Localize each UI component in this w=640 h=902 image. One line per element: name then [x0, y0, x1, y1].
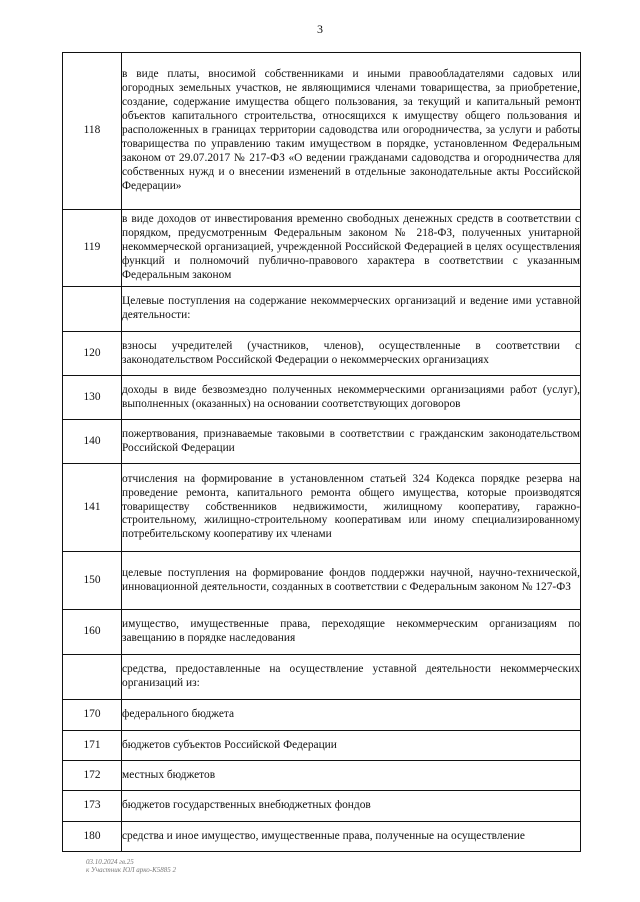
table-row — [63, 655, 581, 700]
table-row — [63, 376, 581, 420]
row-description: средства и иное имущество, имущественные права, полученные на осуществление — [122, 822, 581, 852]
table-row — [63, 464, 581, 552]
row-code — [63, 287, 122, 332]
row-description: взносы учредителей (участников, членов), осуществленные в соответствии с законодательством Российской Федерации о некоммерческих организациях — [122, 332, 581, 376]
table-row — [63, 53, 581, 210]
row-description: имущество, имущественные права, переходящие некоммерческим организациям по завещанию в порядке наследования — [122, 610, 581, 655]
footer-date-line: 03.10.2024 гв.25 — [86, 858, 134, 866]
table-row — [63, 610, 581, 655]
table-row — [63, 700, 581, 731]
row-description: местных бюджетов — [122, 761, 581, 791]
row-description: доходы в виде безвозмездно полученных некоммерческими организациями работ (услуг), выполненных (оказанных) на основании соответствующих договоров — [122, 376, 581, 420]
row-description: в виде платы, вносимой собственниками и иными правообладателями садовых или огородных земельных участков, не являющимися членами товарищества, за приобретение, создание, содержание имущества общего пользования, за текущий и капитальный ремонт объектов капитального строительства, относящихся к имуществу общего пользования и расположенных в границах территории садоводства или огородничества, за услуги и работы товарищества по управлению таким имуществом в порядке, установленном Федеральным законом от 29.07.2017 № 217-ФЗ «О ведении гражданами садоводства и огородничества для собственных нужд и о внесении изменений в отдельные законодательные акты Российской Федерации» — [122, 53, 581, 210]
table-row — [63, 210, 581, 287]
row-description: пожертвования, признаваемые таковыми в соответствии с гражданским законодательством Российской Федерации — [122, 420, 581, 464]
table-row — [63, 420, 581, 464]
row-description: бюджетов государственных внебюджетных фондов — [122, 791, 581, 822]
row-code: 150 — [63, 552, 122, 610]
row-code: 118 — [63, 53, 122, 210]
page-number: 3 — [317, 22, 323, 36]
table-row — [63, 791, 581, 822]
row-code: 120 — [63, 332, 122, 376]
row-description: целевые поступления на формирование фондов поддержки научной, научно-технической, инновационной деятельности, созданных в соответствии с Федеральным законом № 127-ФЗ — [122, 552, 581, 610]
table-row — [63, 287, 581, 332]
row-code: 160 — [63, 610, 122, 655]
row-code: 119 — [63, 210, 122, 287]
table-row — [63, 552, 581, 610]
row-code: 140 — [63, 420, 122, 464]
row-code: 171 — [63, 731, 122, 761]
row-description: отчисления на формирование в установленном статьей 324 Кодекса порядке резерва на проведение ремонта, капитального ремонта общего имущества, которые производятся товариществу собственников недвижимости, жилищному кооперативу, гаражно-строительному, жилищно-строительному кооперативам или иному специализированному потребительскому кооперативу их членами — [122, 464, 581, 552]
row-description: федерального бюджета — [122, 700, 581, 731]
row-code: 173 — [63, 791, 122, 822]
row-code: 170 — [63, 700, 122, 731]
table-row — [63, 761, 581, 791]
row-code: 130 — [63, 376, 122, 420]
row-code — [63, 655, 122, 700]
section-heading: средства, предоставленные на осуществление уставной деятельности некоммерческих организаций из: — [122, 655, 581, 700]
table-row — [63, 731, 581, 761]
row-code: 141 — [63, 464, 122, 552]
row-code: 172 — [63, 761, 122, 791]
row-description: в виде доходов от инвестирования временно свободных денежных средств в соответствии с порядком, предусмотренным Федеральным законом № 218-ФЗ, полученных унитарной некоммерческой организацией, учрежденной Российской Федерацией в целях осуществления функций и полномочий публично-правового характера в соответствии с указанным Федеральным законом — [122, 210, 581, 287]
table-row — [63, 332, 581, 376]
section-heading: Целевые поступления на содержание некоммерческих организаций и ведение ими уставной деятельности: — [122, 287, 581, 332]
footer-reference-line: к Участник ЮЛ арко-К5885 2 — [86, 866, 177, 874]
row-description: бюджетов субъектов Российской Федерации — [122, 731, 581, 761]
table-row — [63, 822, 581, 852]
document-footer — [86, 858, 176, 874]
row-code: 180 — [63, 822, 122, 852]
income-codes-table — [62, 52, 581, 852]
